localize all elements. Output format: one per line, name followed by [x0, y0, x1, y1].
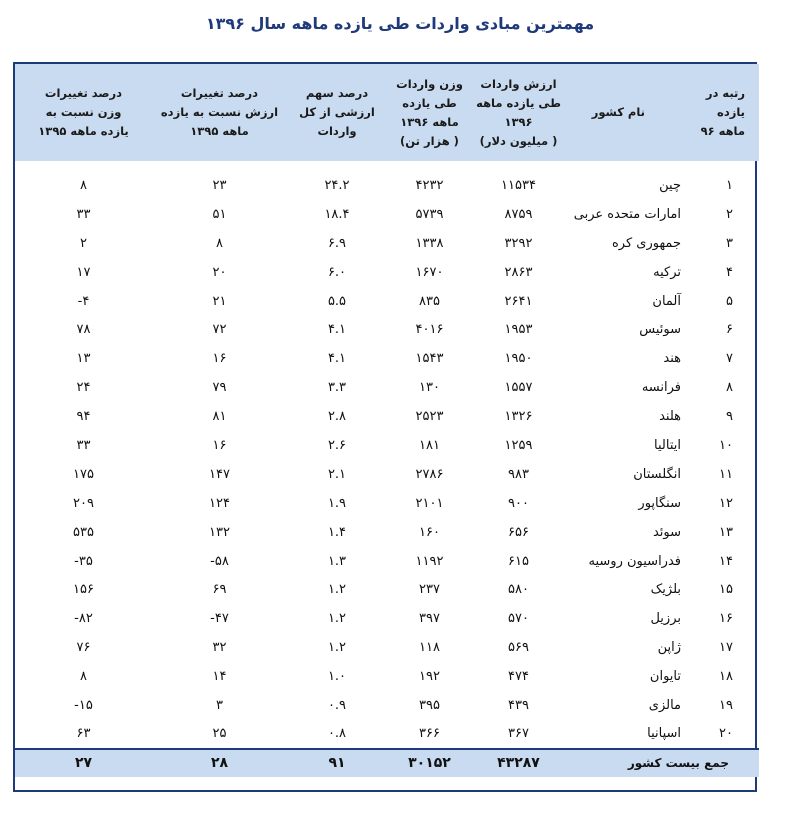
- cell-country: آلمان: [652, 293, 681, 309]
- cell-weight: ۱۵۴۳: [415, 351, 444, 367]
- total-share: ۹۱: [287, 749, 387, 777]
- cell-weight: ۳۹۷: [419, 611, 440, 627]
- cell-value-change: ۱۴۷: [209, 466, 230, 482]
- cell-value: ۹۸۳: [508, 466, 529, 482]
- cell-value: ۴۳۹: [508, 697, 529, 713]
- cell-country: جمهوری کره: [611, 235, 681, 251]
- cell-value-change: ۳: [216, 697, 223, 713]
- table-row: [15, 575, 759, 604]
- cell-value: ۳۶۷: [508, 726, 529, 742]
- cell-country: برزیل: [650, 611, 681, 627]
- table-row: [15, 315, 759, 344]
- total-weight-change: ۲۷: [15, 749, 152, 777]
- cell-rank: ۴: [726, 264, 733, 280]
- header-rank: رتبه در یازده ماهه ۹۶: [685, 64, 759, 161]
- header-row: [15, 64, 759, 161]
- cell-rank: ۳: [726, 235, 733, 251]
- cell-rank: ۸: [726, 380, 733, 396]
- table-row: [15, 258, 759, 287]
- cell-value: ۱۹۵۰: [504, 351, 533, 367]
- cell-value-change: -۴۷: [210, 611, 229, 627]
- cell-share: ۳.۳: [327, 380, 347, 396]
- cell-value: ۱۵۵۷: [504, 380, 533, 396]
- cell-weight-change: ۸: [80, 669, 87, 685]
- cell-value-change: ۷۹: [212, 380, 227, 396]
- cell-weight: ۲۷۸۶: [415, 466, 444, 482]
- header-share: درصد سهم ارزشی از کل واردات: [287, 64, 387, 161]
- cell-value-change: ۱۳۲: [209, 524, 230, 540]
- cell-country: ترکیه: [653, 264, 681, 280]
- table-row: [15, 229, 759, 258]
- cell-rank: ۱۵: [719, 582, 733, 598]
- cell-weight-change: ۲۰۹: [73, 495, 94, 511]
- cell-weight-change: ۷۸: [76, 322, 91, 338]
- cell-country: سوئیس: [639, 322, 681, 338]
- header-value-change: درصد تغییرات ارزش نسبت به یازده ماهه ۱۳۹۵: [152, 64, 287, 161]
- spacer-row: [15, 161, 759, 171]
- cell-share: ۰.۹: [327, 697, 347, 713]
- imports-table: [15, 64, 759, 777]
- cell-share: ۴.۱: [327, 322, 347, 338]
- total-value-change: ۲۸: [152, 749, 287, 777]
- cell-weight: ۱۸۱: [419, 437, 440, 453]
- cell-share: ۵.۵: [327, 293, 347, 309]
- cell-country: سوئد: [652, 524, 681, 540]
- cell-weight-change: ۸: [80, 177, 87, 193]
- table-row: [15, 691, 759, 720]
- cell-rank: ۱۲: [719, 495, 733, 511]
- cell-country: چین: [659, 177, 681, 193]
- table-row: [15, 547, 759, 576]
- cell-weight: ۲۳۷: [419, 582, 440, 598]
- cell-rank: ۶: [726, 322, 733, 338]
- cell-rank: ۱۱: [719, 466, 733, 482]
- cell-rank: ۵: [726, 293, 733, 309]
- cell-country: ایتالیا: [654, 437, 681, 453]
- cell-value-change: ۵۱: [212, 206, 227, 222]
- page-title: مهمترین مبادی واردات طی یازده ماهه سال ۱۳۹۶: [205, 14, 595, 33]
- cell-weight: ۱۳۳۸: [415, 235, 444, 251]
- cell-weight-change: ۶۳: [76, 726, 91, 742]
- cell-value-change: ۷۲: [212, 322, 227, 338]
- table-row: [15, 373, 759, 402]
- cell-country: انگلستان: [633, 466, 681, 482]
- cell-weight-change: -۸۲: [74, 611, 93, 627]
- table-body: [15, 161, 759, 749]
- cell-share: ۴.۱: [327, 351, 347, 367]
- cell-weight: ۴۲۳۲: [415, 177, 444, 193]
- cell-value-change: ۲۵: [212, 726, 227, 742]
- table-row: [15, 287, 759, 316]
- table-row: [15, 460, 759, 489]
- cell-share: ۱۸.۴: [324, 206, 350, 222]
- cell-weight-change: -۳۵: [74, 553, 93, 569]
- cell-rank: ۱۰: [719, 437, 733, 453]
- total-weight: ۳۰۱۵۲: [387, 749, 472, 777]
- total-row: [15, 749, 759, 777]
- cell-value-change: ۲۱: [212, 293, 227, 309]
- cell-rank: ۱۶: [719, 611, 733, 627]
- cell-share: ۱.۲: [327, 611, 347, 627]
- cell-rank: ۱: [726, 177, 733, 193]
- cell-value-change: ۱۶: [212, 437, 227, 453]
- cell-value-change: ۱۴: [212, 669, 227, 685]
- cell-country: فرانسه: [641, 380, 681, 396]
- cell-value: ۵۶۹: [508, 640, 529, 656]
- cell-weight: ۱۹۲: [419, 669, 440, 685]
- cell-value-change: ۸: [216, 235, 223, 251]
- cell-value: ۲۶۴۱: [504, 293, 533, 309]
- cell-weight: ۲۱۰۱: [415, 495, 444, 511]
- total-value: ۴۳۲۸۷: [472, 749, 565, 777]
- table-row: [15, 402, 759, 431]
- cell-value: ۴۷۴: [508, 669, 529, 685]
- cell-rank: ۱۳: [719, 524, 733, 540]
- cell-share: ۲۴.۲: [324, 177, 350, 193]
- cell-value: ۵۸۰: [508, 582, 529, 598]
- cell-weight-change: ۱۷: [76, 264, 91, 280]
- cell-country: مالزی: [648, 697, 681, 713]
- cell-share: ۶.۰: [327, 264, 347, 280]
- cell-weight-change: ۹۴: [76, 409, 91, 425]
- cell-weight-change: ۵۳۵: [73, 524, 94, 540]
- cell-country: هلند: [659, 409, 681, 425]
- cell-country: تایوان: [649, 669, 681, 685]
- cell-weight: ۸۳۵: [419, 293, 440, 309]
- cell-weight: ۱۳۰: [419, 380, 440, 396]
- cell-weight-change: ۲۴: [76, 380, 91, 396]
- cell-value-change: ۶۹: [212, 582, 227, 598]
- cell-value: ۶۵۶: [508, 524, 529, 540]
- cell-value: ۲۸۶۳: [504, 264, 533, 280]
- table-row: [15, 604, 759, 633]
- table-row: [15, 633, 759, 662]
- cell-weight-change: -۱۵: [74, 697, 93, 713]
- cell-country: فدراسیون روسیه: [588, 553, 681, 569]
- cell-rank: ۱۷: [719, 640, 733, 656]
- cell-value-change: -۵۸: [210, 553, 229, 569]
- cell-country: بلژیک: [650, 582, 681, 598]
- cell-rank: ۹: [726, 409, 733, 425]
- table-row: [15, 518, 759, 547]
- table-row: [15, 662, 759, 691]
- cell-share: ۲.۱: [327, 466, 347, 482]
- table-row: [15, 431, 759, 460]
- cell-rank: ۱۴: [719, 553, 733, 569]
- cell-share: ۰.۸: [327, 726, 347, 742]
- cell-country: هند: [663, 351, 681, 367]
- cell-share: ۲.۸: [327, 409, 347, 425]
- cell-share: ۲.۶: [327, 437, 347, 453]
- cell-rank: ۱۹: [719, 697, 733, 713]
- cell-value: ۳۲۹۲: [504, 235, 533, 251]
- cell-value: ۸۷۵۹: [504, 206, 533, 222]
- cell-weight: ۳۹۵: [419, 697, 440, 713]
- cell-weight: ۱۱۹۲: [415, 553, 444, 569]
- cell-weight: ۲۵۲۳: [415, 409, 444, 425]
- cell-weight-change: ۳۳: [76, 437, 91, 453]
- header-weight-change: درصد تغییرات وزن نسبت به یازده ماهه ۱۳۹۵: [15, 64, 152, 161]
- cell-share: ۱.۳: [327, 553, 347, 569]
- cell-share: ۱.۲: [327, 640, 347, 656]
- cell-weight: ۴۰۱۶: [415, 322, 444, 338]
- cell-share: ۱.۰: [327, 669, 347, 685]
- cell-value-change: ۳۲: [212, 640, 227, 656]
- cell-weight: ۵۷۳۹: [415, 206, 444, 222]
- cell-weight: ۱۶۷۰: [415, 264, 444, 280]
- table-row: [15, 720, 759, 749]
- cell-value: ۱۱۵۳۴: [501, 177, 536, 193]
- cell-country: اسپانیا: [647, 726, 681, 742]
- cell-value: ۶۱۵: [508, 553, 529, 569]
- header-weight: وزن واردات طی یازده ماهه ۱۳۹۶ ( هزار تن): [387, 64, 472, 161]
- table-row: [15, 200, 759, 229]
- cell-rank: ۲۰: [719, 726, 733, 742]
- cell-weight: ۱۶۰: [419, 524, 440, 540]
- cell-value: ۱۳۲۶: [504, 409, 533, 425]
- cell-value-change: ۱۶: [212, 351, 227, 367]
- cell-share: ۱.۹: [327, 495, 347, 511]
- cell-rank: ۱۸: [719, 669, 733, 685]
- cell-weight-change: ۱۷۵: [73, 466, 94, 482]
- cell-share: ۱.۴: [327, 524, 347, 540]
- total-label: جمع بیست کشور: [565, 749, 759, 777]
- cell-share: ۶.۹: [327, 235, 347, 251]
- table-row: [15, 344, 759, 373]
- cell-value: ۹۰۰: [508, 495, 529, 511]
- cell-weight-change: ۱۳: [76, 351, 91, 367]
- cell-country: امارات متحده عربی: [573, 206, 681, 222]
- cell-value-change: ۱۲۴: [209, 495, 230, 511]
- cell-weight-change: ۷۶: [76, 640, 91, 656]
- cell-weight-change: ۳۳: [76, 206, 91, 222]
- cell-share: ۱.۲: [327, 582, 347, 598]
- cell-value-change: ۲۳: [212, 177, 227, 193]
- cell-country: سنگاپور: [638, 495, 681, 511]
- cell-country: ژاپن: [657, 640, 681, 656]
- cell-weight: ۳۶۶: [419, 726, 440, 742]
- cell-weight-change: ۱۵۶: [73, 582, 94, 598]
- table-row: [15, 489, 759, 518]
- cell-weight-change: -۴: [77, 293, 90, 309]
- table-row: [15, 171, 759, 200]
- cell-weight-change: ۲: [80, 235, 87, 251]
- cell-value: ۱۲۵۹: [504, 437, 533, 453]
- header-country: نام کشور: [565, 64, 685, 161]
- cell-value-change: ۸۱: [212, 409, 227, 425]
- cell-value-change: ۲۰: [212, 264, 227, 280]
- cell-value: ۵۷۰: [508, 611, 529, 627]
- cell-weight: ۱۱۸: [419, 640, 440, 656]
- cell-rank: ۷: [726, 351, 733, 367]
- imports-table-container: [13, 62, 757, 792]
- cell-rank: ۲: [726, 206, 733, 222]
- header-value: ارزش واردات طی یازده ماهه ۱۳۹۶ ( میلیون دلار): [472, 64, 565, 161]
- cell-value: ۱۹۵۳: [504, 322, 533, 338]
